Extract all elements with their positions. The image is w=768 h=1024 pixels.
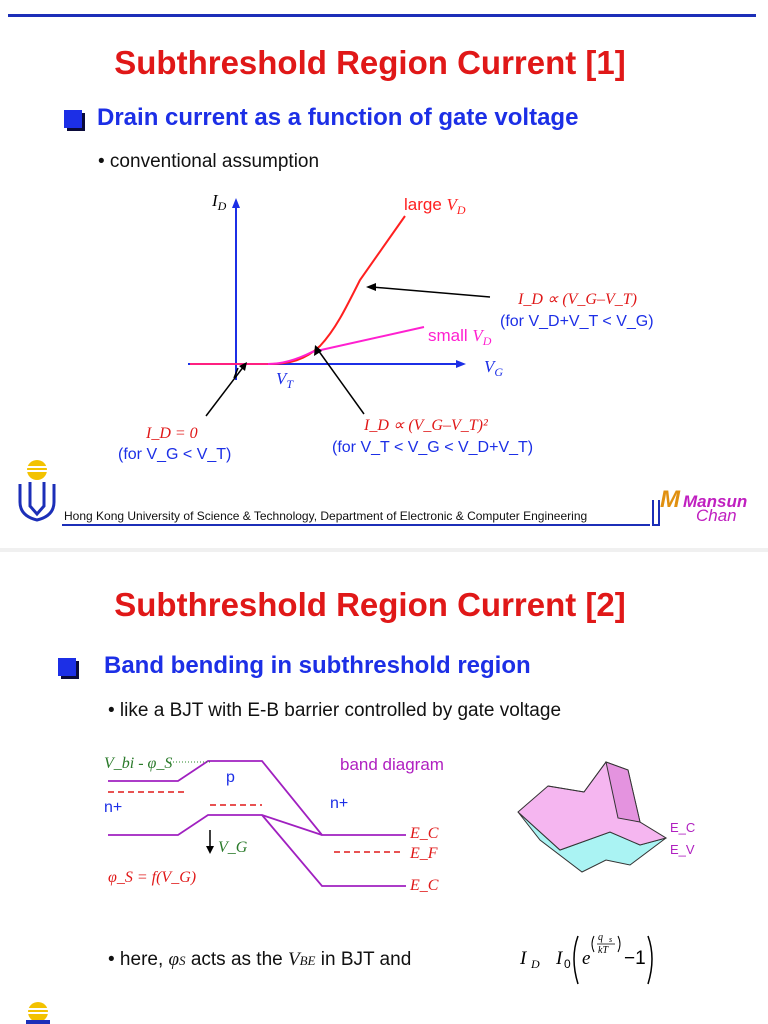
- ann-linear-line2: (for V_D+V_T < V_G): [500, 313, 654, 330]
- slide1-bullet: • conventional assumption: [98, 151, 320, 172]
- ef-label: E_F: [410, 845, 438, 862]
- slide-separator: [0, 548, 768, 552]
- svg-text:I: I: [520, 948, 527, 969]
- p-label: p: [226, 769, 235, 786]
- svg-text:0: 0: [564, 957, 571, 971]
- slide1-heading: Drain current as a function of gate voltage: [97, 104, 579, 131]
- linear-arrow: [372, 287, 490, 297]
- ann-zero-line1: I_D = 0: [146, 425, 198, 442]
- slide2-bullet: • like a BJT with E-B barrier controlled by gate voltage: [108, 700, 562, 721]
- brand-top: Mansun: [683, 492, 748, 511]
- hkust-logo-icon: [14, 456, 60, 526]
- ann-zero-line2: (for V_G < V_T): [118, 446, 232, 463]
- slide2-title: Subthreshold Region Current [2]: [114, 586, 626, 623]
- vbe-symbol: V: [288, 949, 300, 970]
- vg-label: V_G: [218, 839, 248, 856]
- x-axis-arrow-icon: [456, 360, 466, 368]
- surface-ec-label: E_C: [670, 820, 696, 835]
- square-arrow: [318, 350, 364, 414]
- slide2-bottom-text: [108, 949, 411, 971]
- svg-text:e: e: [582, 948, 591, 969]
- zero-arrow: [206, 366, 244, 416]
- band-surface-3d: [518, 762, 666, 872]
- phi-label: φ_S = f(V_G): [108, 869, 197, 886]
- surface-ev-label: E_V: [670, 842, 695, 857]
- svg-text:I: I: [556, 948, 563, 969]
- conduction-band-middle: [108, 815, 322, 835]
- vbi-label: V_bi - φ_S: [104, 755, 173, 772]
- current-formula: [512, 926, 672, 992]
- y-axis-arrow-icon: [232, 198, 240, 208]
- brand-bottom: Chan: [696, 506, 737, 525]
- large-vd-label: large $V_D$: [404, 195, 466, 217]
- footer-bracket: [652, 500, 660, 526]
- small-vd-curve: [190, 327, 424, 364]
- bottom-mid: acts as the: [185, 949, 288, 970]
- bottom-suffix: in BJT and: [315, 949, 412, 970]
- n-right-label: n+: [330, 795, 349, 812]
- ec-lower-label: E_C: [410, 877, 439, 894]
- ann-square-line1: I_D ∝ (V_G–V_T)²: [364, 417, 488, 434]
- vt-label: $V_T$: [276, 369, 294, 391]
- id-vg-graph: [0, 180, 768, 470]
- phi-sub: S: [179, 953, 186, 968]
- band-diagram: [0, 740, 768, 910]
- footer-rule: [62, 524, 650, 526]
- slide2-heading: Band bending in subthreshold region: [104, 652, 531, 679]
- ann-square-line2: (for V_T < V_G < V_D+V_T): [332, 439, 534, 456]
- linear-arrowhead-icon: [366, 283, 376, 291]
- brand-initial: M: [660, 486, 680, 513]
- large-vd-curve: [190, 216, 405, 364]
- vg-arrowhead-icon: [206, 846, 214, 854]
- valence-band-lower: [262, 815, 406, 886]
- n-left-label: n+: [104, 799, 123, 816]
- svg-text:kT: kT: [598, 945, 608, 956]
- x-axis-label: $V_G$: [484, 357, 504, 379]
- band-diagram-label: band diagram: [340, 755, 444, 774]
- heading2-bullet-icon: [58, 658, 76, 676]
- bottom-prefix: • here,: [108, 949, 169, 970]
- vbe-sub: BE: [299, 953, 316, 968]
- svg-text:D: D: [531, 957, 540, 971]
- ann-linear-line1: I_D ∝ (V_G–V_T): [518, 291, 637, 308]
- phi-symbol: φ: [168, 949, 180, 970]
- footer-text: Hong Kong University of Science & Technology, Department of Electronic & Computer Engineering: [64, 509, 588, 523]
- y-axis-label: $I_D$: [212, 191, 227, 213]
- hkust-logo-partial-icon: [22, 996, 62, 1024]
- svg-text:q: q: [598, 932, 603, 943]
- ec-upper-label: E_C: [410, 825, 439, 842]
- svg-text:s: s: [609, 935, 613, 944]
- svg-text:−1: −1: [624, 948, 646, 969]
- slide1-title: Subthreshold Region Current [1]: [114, 44, 626, 81]
- top-rule: [8, 14, 756, 17]
- small-vd-label: small $V_D$: [428, 326, 492, 348]
- heading-bullet-icon: [64, 110, 82, 128]
